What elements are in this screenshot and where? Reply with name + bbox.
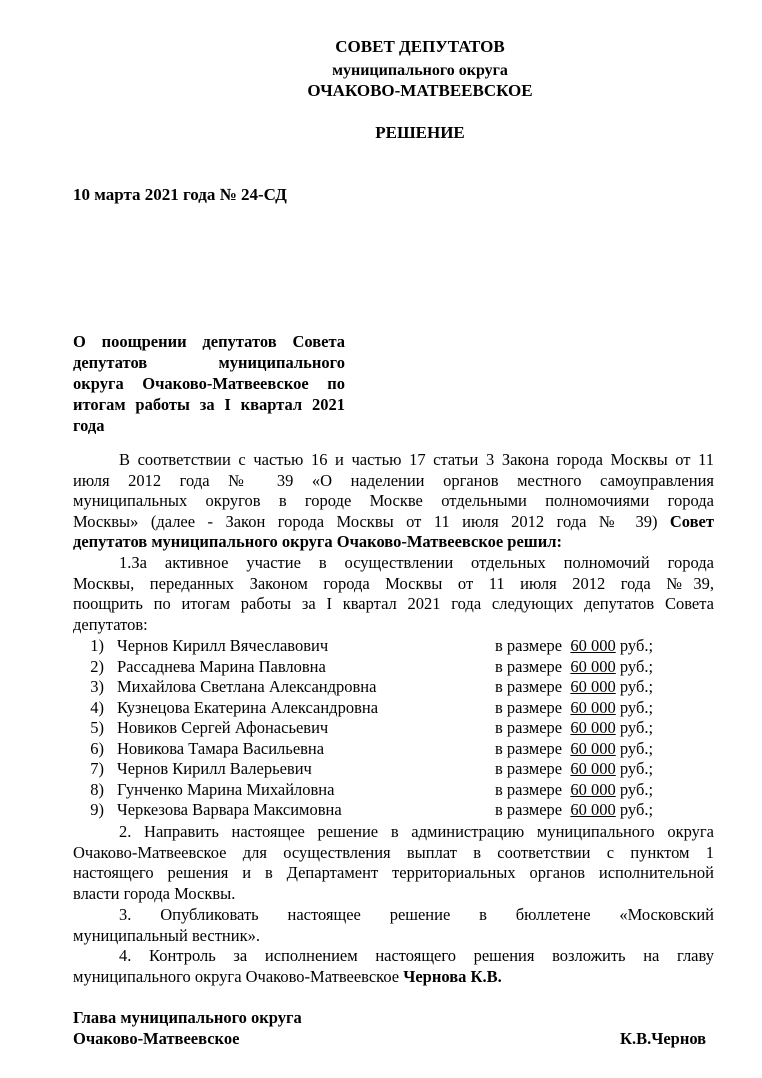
amount-unit: руб.; [619, 656, 654, 676]
deputy-number: 1) [90, 636, 104, 655]
amount-prefix: в размере [495, 738, 563, 758]
point-1-line: депутатов: [73, 614, 148, 634]
deputy-number: 3) [90, 677, 104, 696]
deputy-name: Чернов Кирилл Вячеславович [117, 636, 329, 655]
amount-value: 60 000 [570, 718, 616, 737]
amount-unit: руб.; [619, 677, 654, 696]
amount-value: 60 000 [570, 800, 616, 819]
amount-value: 60 000 [570, 656, 616, 676]
deputy-name: Новиков Сергей Афонасьевич [117, 718, 329, 737]
amount-value: 60 000 [570, 779, 616, 799]
point-2-line: Очаково-Матвеевское для осуществления выплат в соответствии с пунктом 1 [73, 842, 714, 862]
district-type: муниципального округа [332, 62, 508, 79]
amount-prefix: в размере [495, 800, 563, 819]
subject-line [73, 352, 345, 373]
amount-prefix: в размере [495, 677, 563, 696]
deputy-number: 2) [90, 656, 104, 676]
subject-line: округа Очаково-Матвеевское по [73, 374, 345, 393]
preamble-line: июля 2012 года № 39 «О наделении органов местного самоуправления [73, 470, 714, 490]
deputy-item [0, 657, 762, 677]
amount-unit: руб.; [619, 800, 654, 819]
amount-unit: руб.; [619, 718, 654, 737]
point-1-line: Москвы, переданных Законом города Москвы от 11 июля 2012 года №39, [73, 573, 714, 593]
deputy-number: 5) [90, 718, 104, 737]
point-1-paragraph [73, 553, 714, 635]
document-type: РЕШЕНИЕ [375, 123, 465, 142]
amount-unit: руб.; [619, 759, 654, 778]
point-4-text: муниципального округа Очаково-Матвеевское [73, 966, 400, 986]
subject-line: О поощрении депутатов Совета [73, 332, 345, 351]
preamble-paragraph [73, 450, 714, 553]
deputy-amount [495, 800, 653, 820]
deputy-number: 8) [90, 779, 104, 799]
point-4-paragraph [73, 946, 714, 987]
point-4-line: 4. Контроль за исполнением настоящего решения возложить на главу [119, 946, 714, 965]
signature-name: К.В.Чернов [620, 1029, 707, 1048]
deputy-item [0, 718, 762, 738]
point-2-paragraph [73, 822, 714, 904]
deputy-amount [495, 657, 653, 677]
point-1-line: 1.За активное участие в осуществлении отдельных полномочий города [119, 553, 714, 572]
deputy-name: Гунченко Марина Михайловна [117, 779, 335, 799]
deputy-amount [495, 739, 653, 759]
point-2-line: 2. Направить настоящее решение в администрацию муниципального округа [119, 822, 714, 841]
deputy-item [0, 800, 762, 820]
preamble-text: Москвы» (далее - Закон города Москвы от 11 июля 2012 года № 39) [73, 511, 658, 531]
deputy-item [0, 636, 762, 656]
amount-prefix: в размере [495, 636, 563, 655]
amount-value: 60 000 [570, 677, 616, 696]
amount-value: 60 000 [570, 759, 616, 778]
amount-prefix: в размере [495, 656, 563, 676]
point-1-line: поощрить по итогам работы за I квартал 2021 года следующих депутатов Совета [73, 594, 714, 613]
deputy-number: 6) [90, 738, 104, 758]
deputy-amount [495, 759, 653, 779]
subject-line: года [73, 416, 105, 435]
amount-unit: руб.; [619, 738, 654, 758]
amount-unit: руб.; [619, 779, 654, 799]
subject-word: депутатов [73, 353, 148, 372]
point-3-line: 3. Опубликовать настоящее решение в бюллетене «Московский [119, 905, 714, 924]
preamble-line: В соответствии с частью 16 и частью 17 статьи 3 Закона города Москвы от 11 [119, 450, 714, 469]
deputy-amount [495, 677, 653, 697]
council-title: СОВЕТ ДЕПУТАТОВ [335, 37, 505, 56]
point-3-line: муниципальный вестник». [73, 925, 260, 945]
point-4-line [73, 967, 714, 988]
amount-unit: руб.; [619, 697, 654, 717]
deputy-name: Михайлова Светлана Александровна [117, 677, 377, 696]
deputy-name: Рассаднева Марина Павловна [117, 656, 326, 676]
point-2-line: власти города Москвы. [73, 883, 236, 903]
deputy-item [0, 780, 762, 800]
amount-value: 60 000 [570, 697, 616, 717]
point-4-bold-text: Чернова К.В. [403, 966, 502, 986]
deputy-amount [495, 698, 653, 718]
deputy-number: 9) [90, 800, 104, 819]
deputy-item [0, 759, 762, 779]
amount-unit: руб.; [619, 636, 654, 655]
signature-title-line: Глава муниципального округа [73, 1008, 302, 1027]
decision-subject [73, 331, 345, 436]
deputy-number: 7) [90, 759, 104, 778]
signature-title-line: Очаково-Матвеевское [73, 1029, 240, 1048]
amount-value: 60 000 [570, 636, 616, 655]
preamble-line: депутатов муниципального округа Очаково-Матвеевское решил: [73, 532, 562, 551]
amount-value: 60 000 [570, 738, 616, 758]
amount-prefix: в размере [495, 697, 563, 717]
district-name: ОЧАКОВО-МАТВЕЕВСКОЕ [307, 81, 533, 100]
deputy-name: Черкезова Варвара Максимовна [117, 800, 342, 819]
decision-date-number: 10 марта 2021 года № 24-СД [73, 185, 287, 204]
amount-prefix: в размере [495, 779, 563, 799]
point-3-paragraph [73, 905, 714, 946]
preamble-line: муниципальных округов в городе Москве отдельными полномочиями города [73, 491, 714, 510]
point-2-line: настоящего решения и в Департамент территориальных органов исполнительной [73, 863, 714, 882]
amount-prefix: в размере [495, 718, 563, 737]
deputy-item [0, 677, 762, 697]
deputy-item [0, 739, 762, 759]
preamble-line [73, 512, 714, 533]
deputy-item [0, 698, 762, 718]
subject-line: итогам работы за I квартал 2021 [73, 395, 345, 414]
deputy-amount [495, 636, 653, 656]
deputy-name: Кузнецова Екатерина Александровна [117, 697, 379, 717]
deputy-name: Новикова Тамара Васильевна [117, 738, 325, 758]
subject-word: муниципального [218, 353, 345, 372]
preamble-bold-text: Совет [669, 511, 714, 531]
deputy-name: Чернов Кирилл Валерьевич [117, 759, 312, 778]
amount-prefix: в размере [495, 759, 563, 778]
deputy-amount [495, 780, 653, 800]
deputy-amount [495, 718, 653, 738]
deputy-number: 4) [90, 697, 104, 717]
